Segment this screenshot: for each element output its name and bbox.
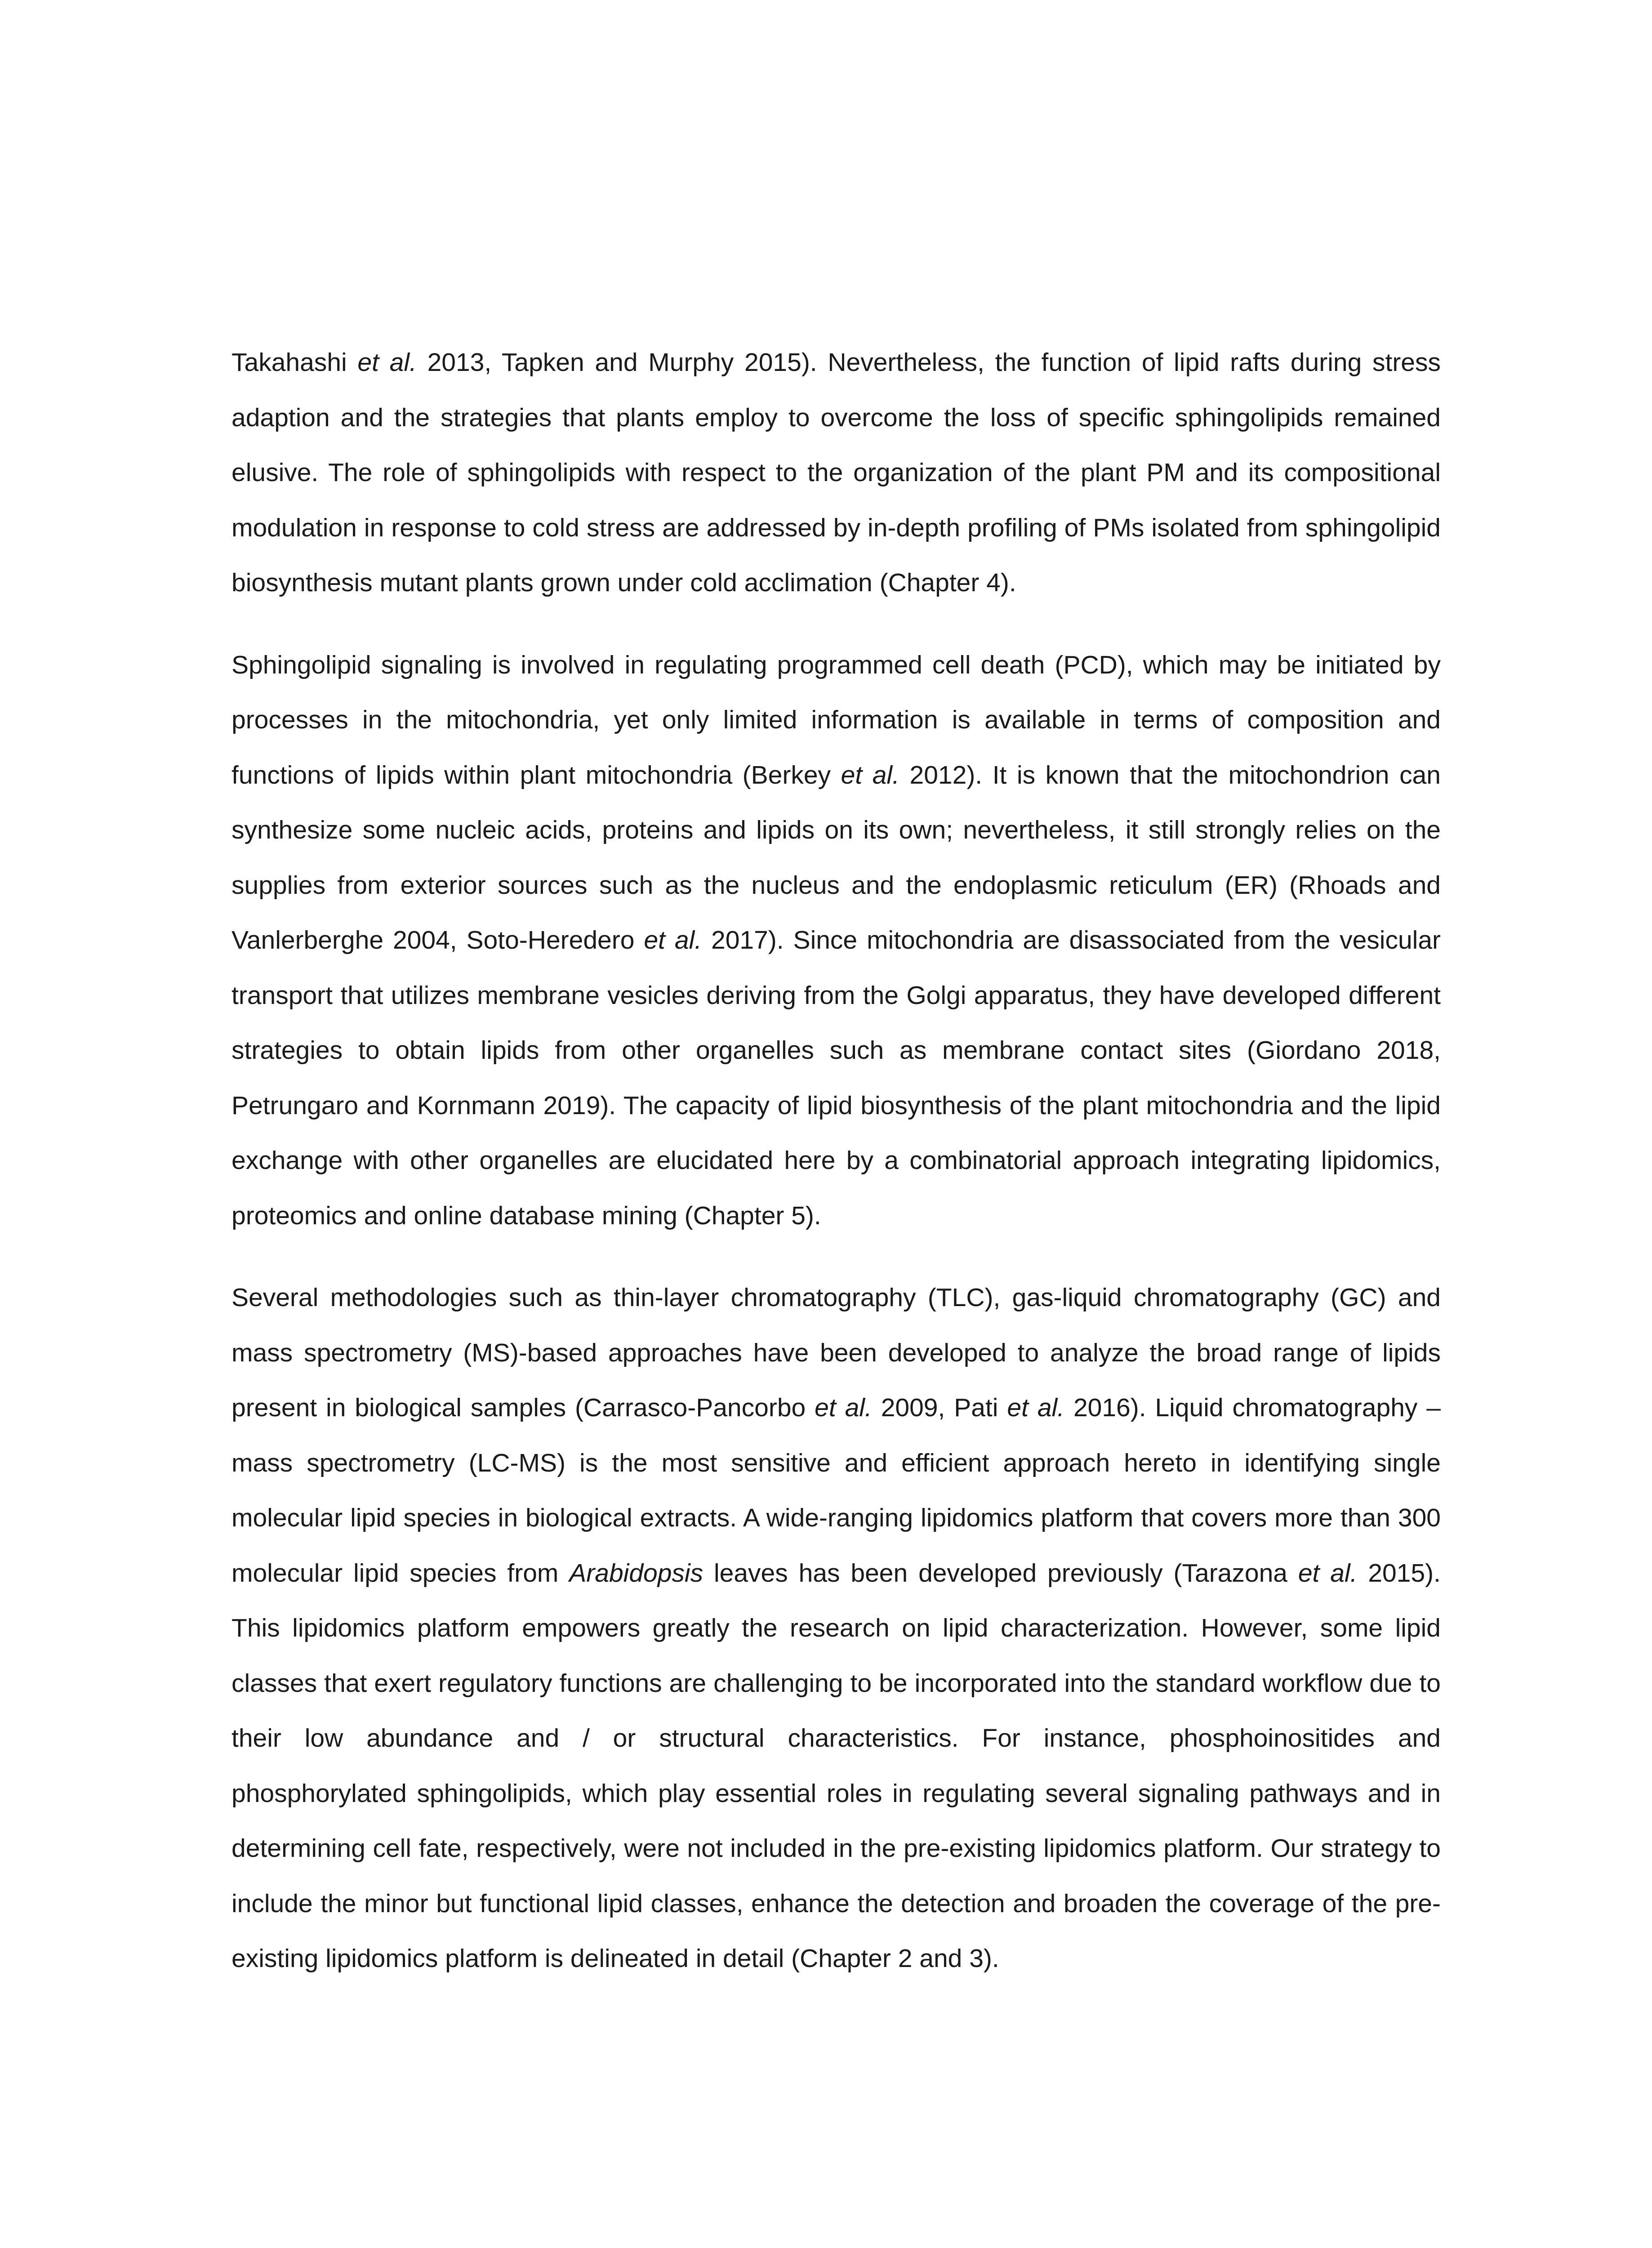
italic-text: et al. bbox=[815, 1393, 872, 1422]
italic-text: et al. bbox=[841, 760, 899, 789]
italic-text: et al. bbox=[357, 348, 417, 377]
body-text bbox=[232, 335, 1441, 2013]
paragraph-2: Sphingolipid signaling is involved in regulating programmed cell death (PCD), which may be initiated by processes in the mitochondria, yet only limited information is available in terms of composition and functions of lipids within plant mitochondria (Berkey et al. 2012). It is known that the mitochondrion can synthesize some nucleic acids, proteins and lipids on its own; nevertheless, it still strongly relies on the supplies from exterior sources such as the nucleus and the endoplasmic reticulum (ER) (Rhoads and Vanlerberghe 2004, Soto-Heredero et al. 2017). Since mitochondria are disassociated from the vesicular transport that utilizes membrane vesicles deriving from the Golgi apparatus, they have developed different strategies to obtain lipids from other organelles such as membrane contact sites (Giordano 2018, Petrungaro and Kornmann 2019). The capacity of lipid biosynthesis of the plant mitochondria and the lipid exchange with other organelles are elucidated here by a combinatorial approach integrating lipidomics, proteomics and online database mining (Chapter 5). bbox=[232, 650, 1441, 1230]
paragraph-3: Several methodologies such as thin-layer chromatography (TLC), gas-liquid chromatography (GC) and mass spectrometry (MS)-based approaches have been developed to analyze the broad range of lipids present in biological samples (Carrasco-Pancorbo et al. 2009, Pati et al. 2016). Liquid chromatography – mass spectrometry (LC-MS) is the most sensitive and efficient approach hereto in identifying single molecular lipid species in biological extracts. A wide-ranging lipidomics platform that covers more than 300 molecular lipid species from Arabidopsis leaves has been developed previously (Tarazona et al. 2015). This lipidomics platform empowers greatly the research on lipid characterization. However, some lipid classes that exert regulatory functions are challenging to be incorporated into the standard workflow due to their low abundance and / or structural characteristics. For instance, phosphoinositides and phosphorylated sphingolipids, which play essential roles in regulating several signaling pathways and in determining cell fate, respectively, were not included in the pre-existing lipidomics platform. Our strategy to include the minor but functional lipid classes, enhance the detection and broaden the coverage of the pre-existing lipidomics platform is delineated in detail (Chapter 2 and 3). bbox=[232, 1283, 1441, 1973]
italic-text: et al. bbox=[1298, 1558, 1358, 1588]
paragraph-1: Takahashi et al. 2013, Tapken and Murphy 2015). Nevertheless, the function of lipid rafts during stress adaption and the strategies that plants employ to overcome the loss of specific sphingolipids remained elusive. The role of sphingolipids with respect to the organization of the plant PM and its compositional modulation in response to cold stress are addressed by in-depth profiling of PMs isolated from sphingolipid biosynthesis mutant plants grown under cold acclimation (Chapter 4). bbox=[232, 348, 1441, 597]
italic-text: et al. bbox=[1007, 1393, 1065, 1422]
italic-text: Arabidopsis bbox=[569, 1558, 704, 1588]
italic-text: et al. bbox=[644, 926, 702, 955]
